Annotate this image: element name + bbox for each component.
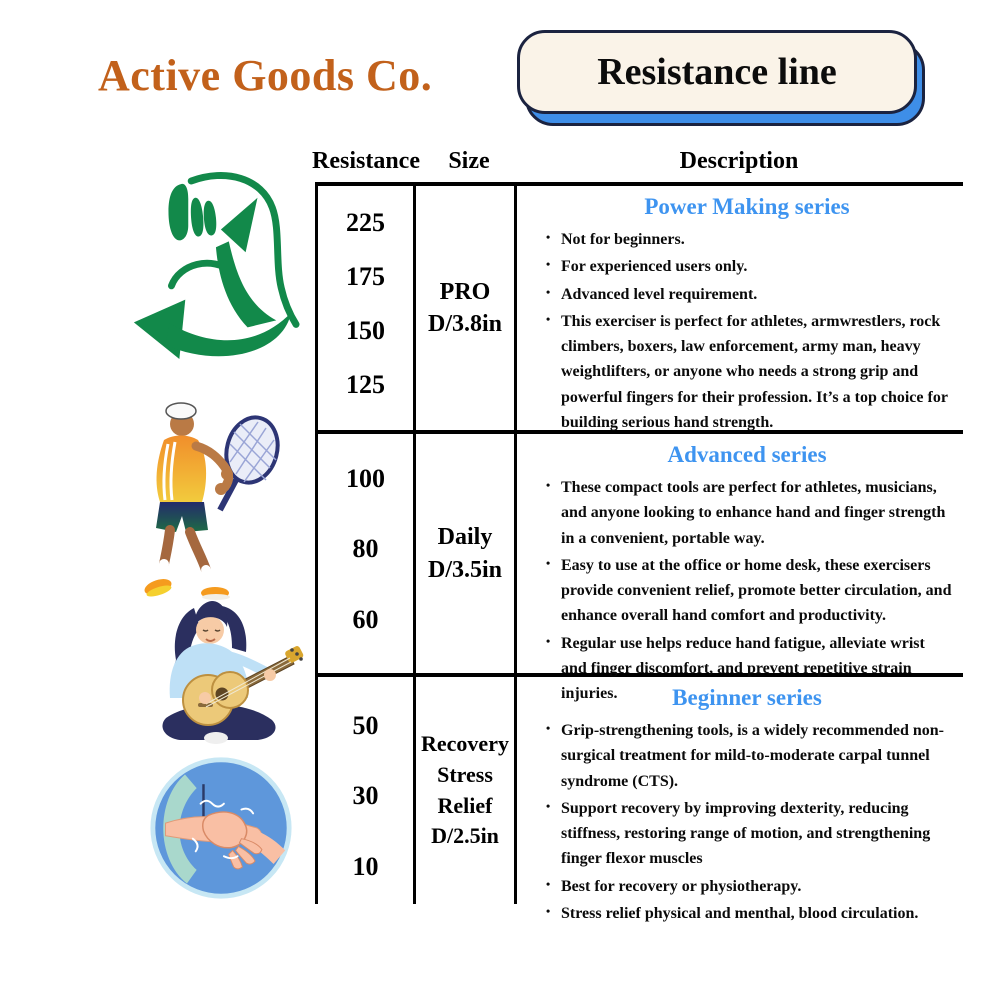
column-header-description: Description bbox=[679, 148, 799, 174]
description-cell-recovery bbox=[517, 677, 963, 922]
shorts bbox=[156, 502, 208, 532]
tennis-racket bbox=[219, 412, 284, 510]
woman-playing-guitar-illustration bbox=[128, 594, 308, 750]
bullet-item: • For experienced users only. bbox=[541, 254, 953, 279]
hands-massage-illustration bbox=[148, 755, 294, 901]
size-line: Relief bbox=[437, 792, 493, 818]
resistance-value: 225 bbox=[346, 208, 385, 237]
resistance-value: 50 bbox=[352, 711, 379, 741]
resistance-value: 125 bbox=[346, 370, 385, 399]
column-header-size: Size bbox=[448, 148, 490, 174]
series-title-beginner: Beginner series bbox=[672, 685, 822, 710]
size-line: D/3.8in bbox=[427, 311, 502, 337]
table-column-headers bbox=[309, 148, 963, 175]
product-spec-table bbox=[315, 182, 963, 922]
bullet-item: • Stress relief physical and menthal, blood circulation. bbox=[541, 901, 953, 926]
company-logo-text: Active Goods Co. bbox=[98, 51, 433, 100]
bullet-item: • This exerciser is perfect for athletes, armwrestlers, rock climbers, boxers, law enforcement, army man, heavy weightlifters, or anyone who needs a strong grip and powerful fingers for their profession. It’s a top choice for building serious hand strength. bbox=[541, 309, 953, 435]
resistance-value: 10 bbox=[352, 851, 379, 881]
bullet-item: • Support recovery by improving dexterity, reducing stiffness, restoring range of motion, and strengthening finger flexor muscles bbox=[541, 796, 953, 872]
column-header-resistance: Resistance bbox=[312, 148, 420, 174]
size-line: PRO bbox=[439, 278, 491, 305]
bullet-item: • Regular use helps reduce hand fatigue, alleviate wrist and finger discomfort, and prevent repetitive strain injuries. bbox=[541, 631, 953, 707]
bullet-list-recovery bbox=[541, 718, 953, 926]
tennis-player-body bbox=[143, 403, 233, 600]
size-line: Daily bbox=[437, 524, 493, 551]
resistance-line-banner bbox=[517, 30, 917, 114]
bullet-item: • Grip-strengthening tools, is a widely recommended non-surgical treatment for mild-to-moderate carpal tunnel syndrome (CTS). bbox=[541, 718, 953, 794]
legs bbox=[164, 530, 206, 570]
resistance-values-daily bbox=[315, 434, 416, 673]
bullet-item: • These compact tools are perfect for athletes, musicians, and anyone looking to enhance hand and finger strength in a convenient, portable way. bbox=[541, 475, 953, 551]
bullet-item: • Not for beginners. bbox=[541, 227, 953, 252]
size-line: Recovery bbox=[421, 730, 509, 756]
resistance-value: 150 bbox=[346, 316, 385, 345]
size-line: D/3.5in bbox=[427, 556, 502, 583]
table-row-pro bbox=[315, 186, 963, 434]
bullet-item: • Easy to use at the office or home desk, these exercisers provide convenient relief, promote better circulation, and enhance overall hand comfort and productivity. bbox=[541, 553, 953, 629]
bullet-item: • Best for recovery or physiotherapy. bbox=[541, 874, 953, 899]
flexed-arm-muscle-illustration bbox=[122, 168, 300, 372]
bullet-list-pro bbox=[541, 227, 953, 435]
resistance-values-pro bbox=[315, 186, 416, 430]
size-line: Stress bbox=[437, 761, 493, 787]
arrow-swoosh bbox=[134, 300, 291, 359]
size-cell-daily bbox=[416, 434, 517, 673]
bullet-item: • Advanced level requirement. bbox=[541, 282, 953, 307]
table-row-recovery bbox=[315, 677, 963, 922]
size-line: D/2.5in bbox=[431, 823, 499, 849]
fist-fingers bbox=[168, 184, 216, 241]
resistance-value: 80 bbox=[352, 534, 379, 564]
size-cell-recovery bbox=[416, 677, 517, 904]
resistance-value: 100 bbox=[346, 464, 385, 494]
resistance-value: 60 bbox=[352, 604, 379, 634]
series-title-power-making: Power Making series bbox=[644, 194, 850, 219]
tennis-player-illustration bbox=[118, 390, 298, 602]
size-cell-pro bbox=[416, 186, 517, 430]
resistance-value: 30 bbox=[352, 781, 379, 811]
series-title-advanced: Advanced series bbox=[667, 442, 827, 467]
resistance-value: 175 bbox=[346, 262, 385, 291]
resistance-values-recovery bbox=[315, 677, 416, 904]
bullet-list-daily bbox=[541, 475, 953, 706]
banner-label: Resistance line bbox=[517, 30, 917, 114]
description-cell-pro bbox=[517, 186, 963, 430]
cap bbox=[166, 403, 196, 419]
arrow-up bbox=[216, 198, 276, 328]
shoe bbox=[204, 732, 228, 744]
